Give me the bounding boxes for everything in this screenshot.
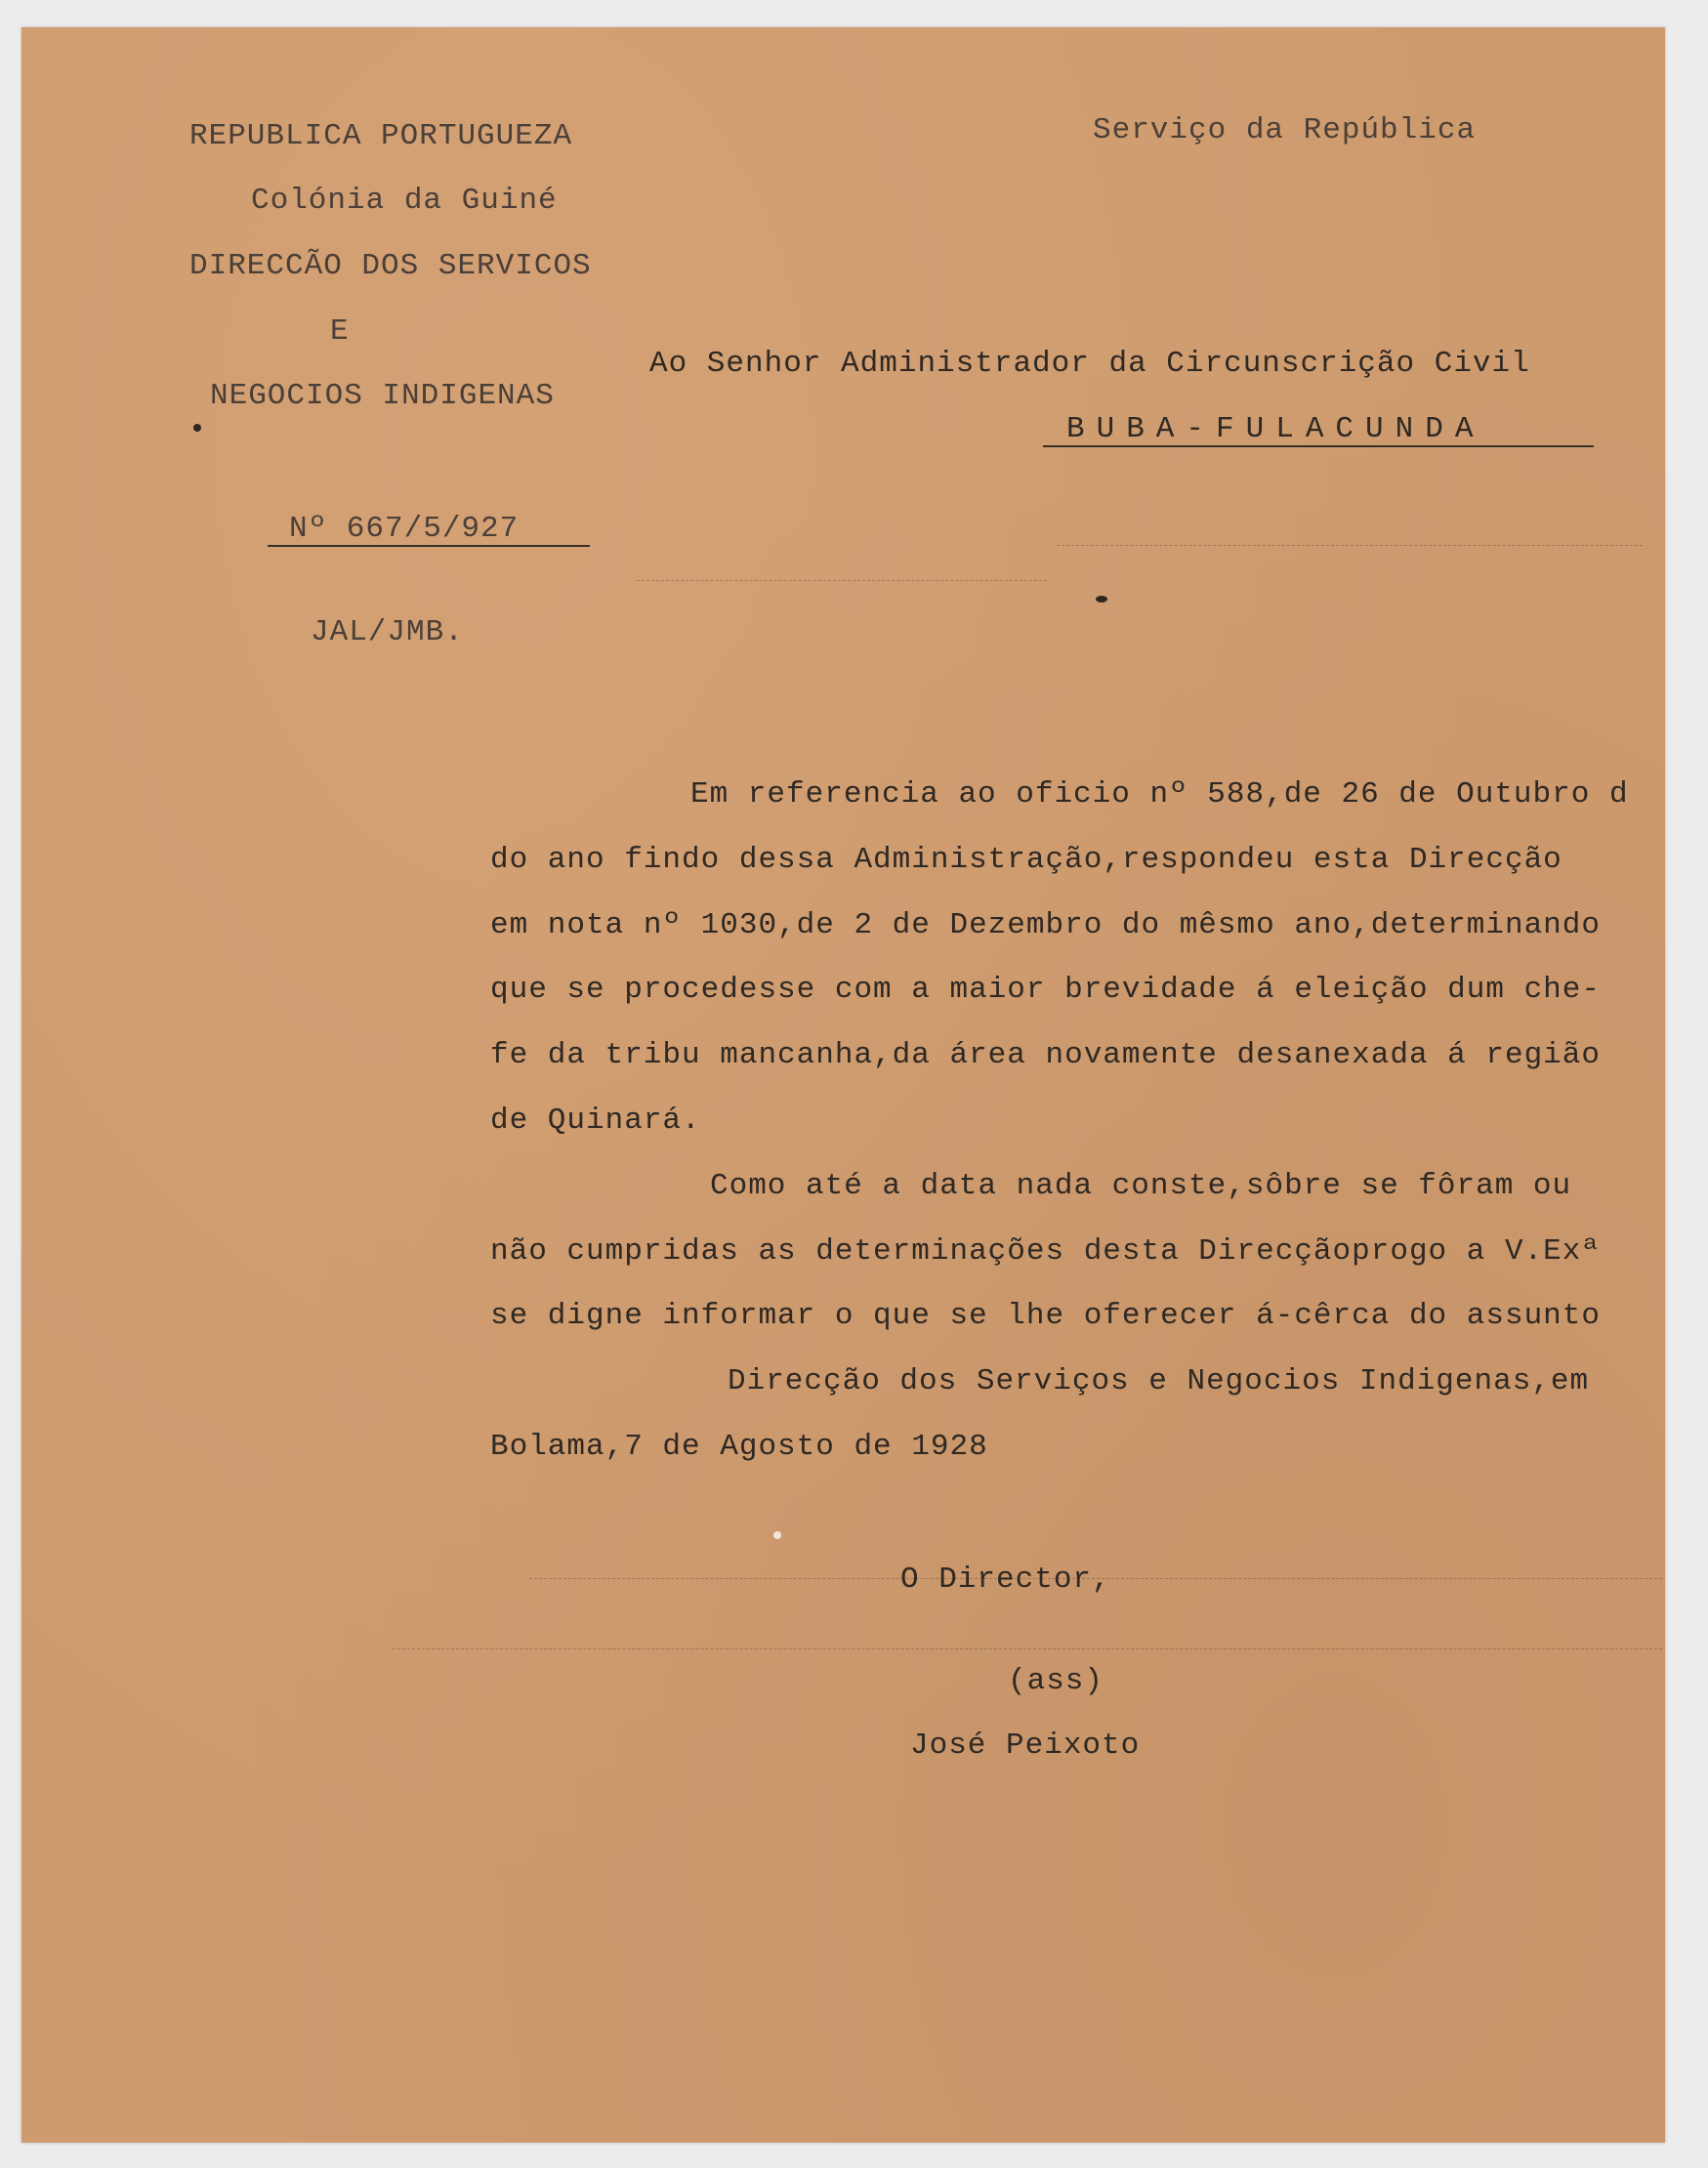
body-line: Em referencia ao oficio nº 588,de 26 de Outubro d xyxy=(690,777,1629,812)
reference-initials: JAL/JMB. xyxy=(311,615,464,649)
body-line: não cumpridas as determinações desta Direcçãoprogo a V.Exª xyxy=(490,1234,1601,1269)
body-line: de Quinará. xyxy=(490,1104,701,1138)
body-line: que se procedesse com a maior brevidade á eleição dum che- xyxy=(490,973,1601,1007)
service-note: Serviço da República xyxy=(1093,113,1477,147)
body-line: Direcção dos Serviços e Negocios Indigenas,em xyxy=(728,1364,1590,1398)
body-line: do ano findo dessa Administração,respondeu esta Direcção xyxy=(490,843,1562,877)
faint-rule xyxy=(637,580,1047,581)
faint-rule xyxy=(393,1648,1662,1649)
addressee-place: BUBA-FULACUNDA xyxy=(1066,412,1485,446)
paper-speck xyxy=(773,1531,781,1539)
body-line: fe da tribu mancanha,da área novamente desanexada á região xyxy=(490,1038,1601,1072)
signature-name: José Peixoto xyxy=(910,1729,1141,1763)
paper-speck xyxy=(1096,596,1107,603)
body-line: Como até a data nada conste,sôbre se fôram ou xyxy=(710,1169,1572,1203)
letterhead-affairs: NEGOCIOS INDIGENAS xyxy=(210,379,555,413)
body-line: Bolama,7 de Agosto de 1928 xyxy=(490,1430,988,1464)
body-line: se digne informar o que se lhe oferecer á-cêrca do assunto xyxy=(490,1299,1601,1333)
signature-title: O Director, xyxy=(900,1563,1111,1597)
addressee-place-underline xyxy=(1043,445,1594,447)
letterhead-direction: DIRECCÃO DOS SERVICOS xyxy=(189,249,592,283)
letterhead-and: E xyxy=(330,314,350,349)
faint-rule xyxy=(1057,545,1643,546)
reference-number: Nº 667/5/927 xyxy=(289,512,520,546)
signature-note: (ass) xyxy=(1008,1664,1104,1698)
paper-speck xyxy=(193,424,201,432)
letterhead-republic: REPUBLICA PORTUGUEZA xyxy=(189,119,573,153)
reference-underline xyxy=(268,545,590,547)
addressee-line: Ao Senhor Administrador da Circunscrição Civil xyxy=(649,347,1530,381)
body-line: em nota nº 1030,de 2 de Dezembro do mêsmo ano,determinando xyxy=(490,908,1601,942)
document-page xyxy=(21,27,1665,2143)
letterhead-colony: Colónia da Guiné xyxy=(251,184,558,218)
